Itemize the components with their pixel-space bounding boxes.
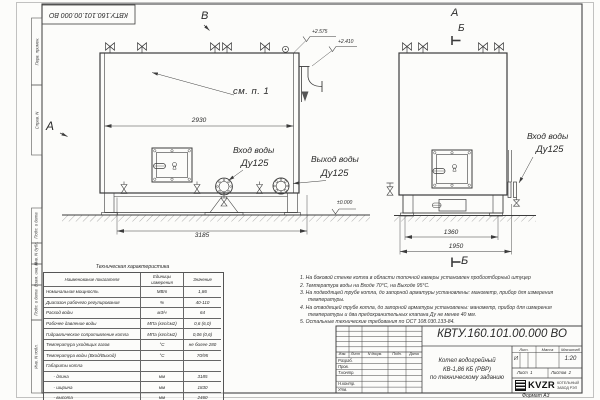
- note-item: 2. Температура воды на Входе 70°С, на Выходе 95°С.: [300, 282, 430, 289]
- tech-table: [43, 272, 224, 400]
- side-door-icon: [432, 150, 472, 188]
- view-label-a-right: А: [451, 7, 459, 19]
- tech-row-unit: МВт: [141, 287, 184, 298]
- tb-row-prov: Пров.: [338, 363, 349, 369]
- tech-row-value: 3185: [184, 372, 221, 383]
- tb-col-izm: Изм.: [338, 352, 347, 356]
- note-item: 3. На подводящей трубе котла, до запорной арматуры установлены: манометр, прибор для измерения температуры.: [300, 290, 554, 304]
- tech-col-header: Наименование показателя: [44, 273, 141, 287]
- tech-row-value: [184, 361, 221, 372]
- tech-row-name: - высота: [44, 393, 141, 400]
- tech-row-name: Температура уходящих газов: [44, 340, 141, 351]
- tech-row-value: не более 280: [184, 340, 221, 351]
- dim-1950-label: 1950: [448, 243, 464, 250]
- kvzr-logo: [513, 379, 581, 393]
- dim-1360-label: 1360: [443, 228, 459, 236]
- base-frame-side: [401, 195, 504, 216]
- safety-port-icon: [283, 46, 289, 52]
- section-label-b-bottom: Б: [461, 255, 469, 267]
- tech-row-value: 40-110: [184, 298, 221, 309]
- tech-row-value: 64: [184, 308, 221, 319]
- stamp-label-inv-dubl: Инв. N дубл.: [34, 241, 39, 266]
- tech-col-header: Единицы измерения: [141, 273, 184, 287]
- outlet-label: Выход воды: [311, 154, 359, 164]
- base-frame-front: [102, 193, 301, 215]
- doc-number-rotated: КВТУ.160.101.00.000 ВО: [48, 11, 129, 18]
- tb-row-razrab: Разраб.: [338, 358, 353, 363]
- title-block-name: [423, 349, 511, 391]
- tech-row-name: Габариты котла: [44, 361, 141, 372]
- tb-sheet-value: 1: [530, 369, 533, 375]
- tech-row-unit: м3/ч: [141, 308, 184, 319]
- inlet-dn-label: Ду125: [241, 158, 269, 169]
- section-label-b-top: Б: [458, 23, 465, 34]
- valve-icons-top-side-view: [403, 43, 504, 53]
- tech-row-value: 1,86: [184, 287, 221, 298]
- tb-lit-label: Лит.: [519, 346, 529, 352]
- tb-lit-value: И: [514, 356, 518, 362]
- stamp-label-vzam-inv: Взам. инв. N: [34, 262, 40, 287]
- see-note-leader: [152, 73, 234, 96]
- tech-row-name: Расход воды: [44, 308, 141, 319]
- inlet-label: Вход воды: [233, 145, 275, 155]
- tb-col-podp: Подп.: [392, 352, 402, 356]
- view-v-arrow: [204, 25, 210, 31]
- tb-scale-value: 1:20: [564, 356, 577, 362]
- outlet-leader: [293, 181, 326, 184]
- outlet-dn-label: Ду125: [321, 168, 349, 179]
- tech-row-name: Диапазон рабочего регулирования: [44, 298, 141, 309]
- tech-row-unit: %: [141, 298, 184, 309]
- tb-mass-label: Масса: [541, 346, 554, 352]
- tb-scale-label: Масштаб: [561, 346, 580, 352]
- view-label-a-left: А: [46, 119, 55, 133]
- see-note-label: см. п. 1: [233, 86, 270, 97]
- tech-col-header: Значение: [184, 273, 221, 287]
- dim-2930-label: 2930: [191, 116, 207, 124]
- doc-title-line: КВ-1,86 КБ (РВР): [443, 366, 491, 373]
- view-label-v: В: [201, 10, 209, 22]
- note-item: 5. Остальные технические требования по ОСТ 108.030.133-84.: [300, 319, 455, 326]
- elevation-2410: +2.410: [338, 39, 354, 45]
- title-block-doc-number: КВТУ.160.101.00.000 ВО: [437, 328, 567, 340]
- tb-row-utv: Утв.: [338, 387, 348, 393]
- inlet-flange-icon: [216, 178, 233, 195]
- tech-row-name: Температура воды (Вход/Выход): [44, 351, 141, 362]
- tb-sheets-label: Листов 2: [551, 369, 571, 375]
- outlet-flange-icon: [273, 178, 289, 194]
- side-inlet-label: Вход воды: [527, 131, 569, 141]
- tech-row-value: 1830: [184, 382, 221, 393]
- tech-row-value: 0,06 (0,6): [184, 329, 221, 340]
- doc-title-line: по техническому заданию: [429, 375, 505, 382]
- tech-table-title: Техническая характеристика: [95, 263, 170, 270]
- stamp-label-podp-data-2: Подп. и дата: [34, 289, 39, 316]
- tb-sheet-label: Лист 1: [517, 369, 533, 375]
- elevation-2575: +2.575: [312, 29, 328, 35]
- side-inlet-leader: [519, 157, 533, 183]
- tb-sheets-value: 2: [568, 369, 571, 375]
- inlet-leader: [229, 170, 244, 181]
- note-item: 4. На отводящей трубе котла, до запорной арматуры установлены: манометр, прибор для измерения температуры и два предохранительных клапана Ду не менее 40 мм.: [300, 304, 552, 318]
- tech-row-name: Номинальная мощность: [44, 287, 141, 298]
- furnace-door-icon: [152, 148, 192, 182]
- view-a-arrow: [60, 133, 68, 137]
- dim-3185-label: 3185: [194, 232, 210, 239]
- stamp-label-perv-primen: Перв. примен.: [34, 37, 39, 66]
- tech-row-unit: °С: [141, 351, 184, 362]
- tb-col-dokum: N докум.: [367, 352, 383, 356]
- side-inlet-flange-icon: [508, 150, 520, 206]
- drain-valve-icons: [121, 182, 394, 207]
- ground-hatch: [62, 215, 536, 222]
- tech-row-name: Рабочее давление воды: [44, 319, 141, 330]
- tech-row-unit: мм: [141, 393, 184, 400]
- elevation-marks: [294, 37, 357, 215]
- note-item: 1. На боковой стенке котла в области топочной камеры установлен пробоотборный штуцер: [300, 275, 531, 281]
- tech-row-value: 70/95: [184, 351, 221, 362]
- tech-row-unit: МПа (кгс/см2): [141, 329, 184, 340]
- technical-notes: [300, 275, 579, 327]
- tech-row-value: 0,6 (6,0): [184, 319, 221, 330]
- tb-col-list: Лист: [350, 352, 361, 356]
- tech-row-unit: мм: [141, 372, 184, 383]
- elevation-zero: ±0.000: [337, 200, 353, 206]
- tech-row-unit: мм: [141, 382, 184, 393]
- stamp-label-inv-podl: Инв. N подл.: [34, 344, 40, 369]
- flue-fitting: [299, 67, 322, 103]
- stamp-label-podp-data-1: Подп. и дата: [34, 212, 39, 239]
- tech-row-unit: МПа (кгс/см2): [141, 319, 184, 330]
- tb-row-tkontr: Т.контр.: [338, 369, 355, 375]
- tech-row-name: - длина: [44, 372, 141, 383]
- tech-row-value: 2460: [184, 393, 221, 400]
- format-label: Формат А3: [522, 393, 550, 399]
- side-inlet-dn-label: Ду125: [536, 144, 564, 155]
- tech-row-unit: [141, 361, 184, 372]
- tb-col-data: Дата: [409, 352, 419, 356]
- doc-number-rotated-box: [42, 5, 135, 24]
- tech-row-name: - ширина: [44, 382, 141, 393]
- stamp-label-sprav-n: Справ. N: [34, 111, 39, 129]
- kvzr-logo-text: KVZR: [528, 380, 556, 391]
- valve-icons-top-left-view: [106, 43, 270, 53]
- tech-row-name: Гидравлическое сопротивление котла: [44, 329, 141, 340]
- kvzr-logo-subtext: КОТЕЛЬНЫЙ ЗАВОД РЭП: [557, 381, 579, 390]
- tech-row-unit: °С: [141, 340, 184, 351]
- kvzr-logo-icon: [515, 380, 526, 391]
- doc-title-line: Котел водогрейный: [438, 357, 496, 364]
- tb-row-nkontr: Н.контр.: [338, 381, 356, 387]
